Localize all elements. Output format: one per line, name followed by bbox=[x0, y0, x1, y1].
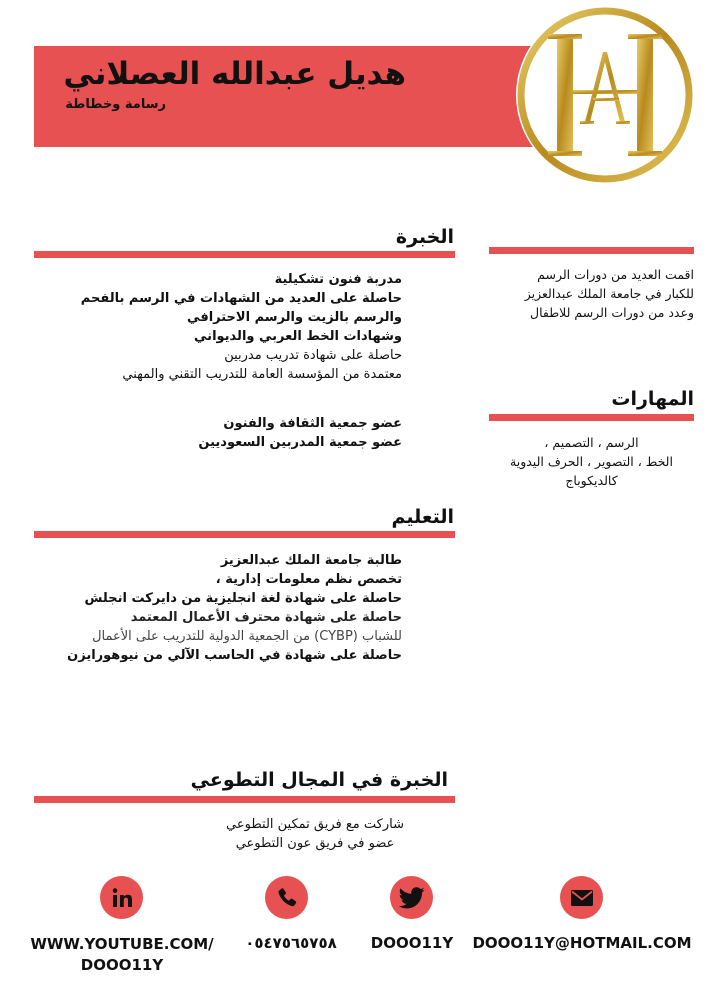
education-line: للشباب (CYBP) من الجمعية الدولية للتدريب على الأعمال bbox=[92, 629, 402, 644]
experience-line: وشهادات الخط العربي والديواني bbox=[194, 329, 402, 344]
phone-glyph bbox=[275, 886, 299, 910]
education-line: تخصص نظم معلومات إدارية ، bbox=[215, 572, 402, 587]
side-experience-line: وعدد من دورات الرسم للاطفال bbox=[529, 305, 694, 320]
education-divider bbox=[34, 531, 455, 538]
membership-line: عضو جمعية المدربين السعوديين bbox=[198, 435, 402, 450]
volunteer-list bbox=[226, 815, 404, 853]
membership-line: عضو جمعية الثقافة والفنون bbox=[223, 416, 402, 431]
experience-title: الخبرة bbox=[395, 226, 454, 248]
youtube-url-line2: DOOO11Y bbox=[80, 956, 164, 974]
experience-line: حاصلة على العديد من الشهادات في الرسم بالفحم bbox=[80, 291, 402, 306]
education-title: التعليم bbox=[391, 506, 454, 528]
email-address[interactable]: DOOO11Y@HOTMAIL.COM bbox=[472, 934, 692, 952]
education-line: حاصلة على شهادة محترف الأعمال المعتمد bbox=[130, 610, 402, 625]
education-line: طالبة جامعة الملك عبدالعزيز bbox=[220, 553, 402, 568]
email-glyph bbox=[570, 889, 594, 907]
side-experience-line: اقمت العديد من دورات الرسم bbox=[537, 267, 694, 282]
youtube-contact[interactable] bbox=[20, 934, 224, 976]
skills-text bbox=[489, 433, 694, 490]
skills-divider bbox=[489, 414, 694, 421]
phone-number[interactable]: ٠٥٤٧٥٦٥٧٥٨ bbox=[245, 934, 337, 952]
skills-line: الرسم ، التصميم ، bbox=[544, 435, 639, 450]
phone-icon[interactable] bbox=[265, 876, 308, 919]
skills-line: كالديكوباج bbox=[565, 473, 618, 488]
experience-line: حاصلة على شهادة تدريب مدربين bbox=[224, 348, 402, 363]
skills-line: الخط ، التصوير ، الحرف اليدوية bbox=[510, 454, 673, 469]
volunteer-line: عضو في فريق عون التطوعي bbox=[235, 836, 395, 851]
side-experience-text bbox=[525, 265, 694, 322]
person-name: هديل عبدالله العصلاني bbox=[63, 56, 406, 92]
twitter-icon[interactable] bbox=[390, 876, 433, 919]
linkedin-icon[interactable] bbox=[100, 876, 143, 919]
experience-divider bbox=[34, 251, 455, 258]
linkedin-glyph bbox=[110, 886, 134, 910]
job-title: رسامة وخطاطة bbox=[65, 97, 166, 112]
experience-line: مدربة فنون تشكيلية bbox=[274, 272, 402, 287]
experience-line: والرسم بالزيت والرسم الاحترافي bbox=[187, 310, 402, 325]
education-line: حاصلة على شهادة في الحاسب الآلي من نيوهورايزن bbox=[67, 648, 402, 663]
side-experience-line: للكبار في جامعة الملك عبدالعزيز bbox=[524, 286, 694, 301]
twitter-glyph bbox=[399, 887, 425, 909]
experience-line: معتمدة من المؤسسة العامة للتدريب التقني والمهني bbox=[122, 367, 402, 382]
youtube-url-line1: WWW.YOUTUBE.COM/ bbox=[30, 935, 214, 953]
experience-list bbox=[81, 270, 402, 384]
side-divider bbox=[489, 247, 694, 254]
skills-title: المهارات bbox=[611, 388, 694, 410]
education-list bbox=[67, 551, 402, 665]
volunteer-line: شاركت مع فريق تمكين التطوعي bbox=[226, 817, 404, 832]
volunteer-divider bbox=[34, 796, 455, 803]
twitter-handle[interactable]: DOOO11Y bbox=[370, 934, 454, 952]
education-line: حاصلة على شهادة لغة انجليزية من دايركت انجلش bbox=[84, 591, 402, 606]
volunteer-title: الخبرة في المجال التطوعي bbox=[190, 769, 448, 791]
email-icon[interactable] bbox=[560, 876, 603, 919]
monogram-logo bbox=[514, 4, 696, 186]
memberships-list bbox=[198, 414, 402, 452]
